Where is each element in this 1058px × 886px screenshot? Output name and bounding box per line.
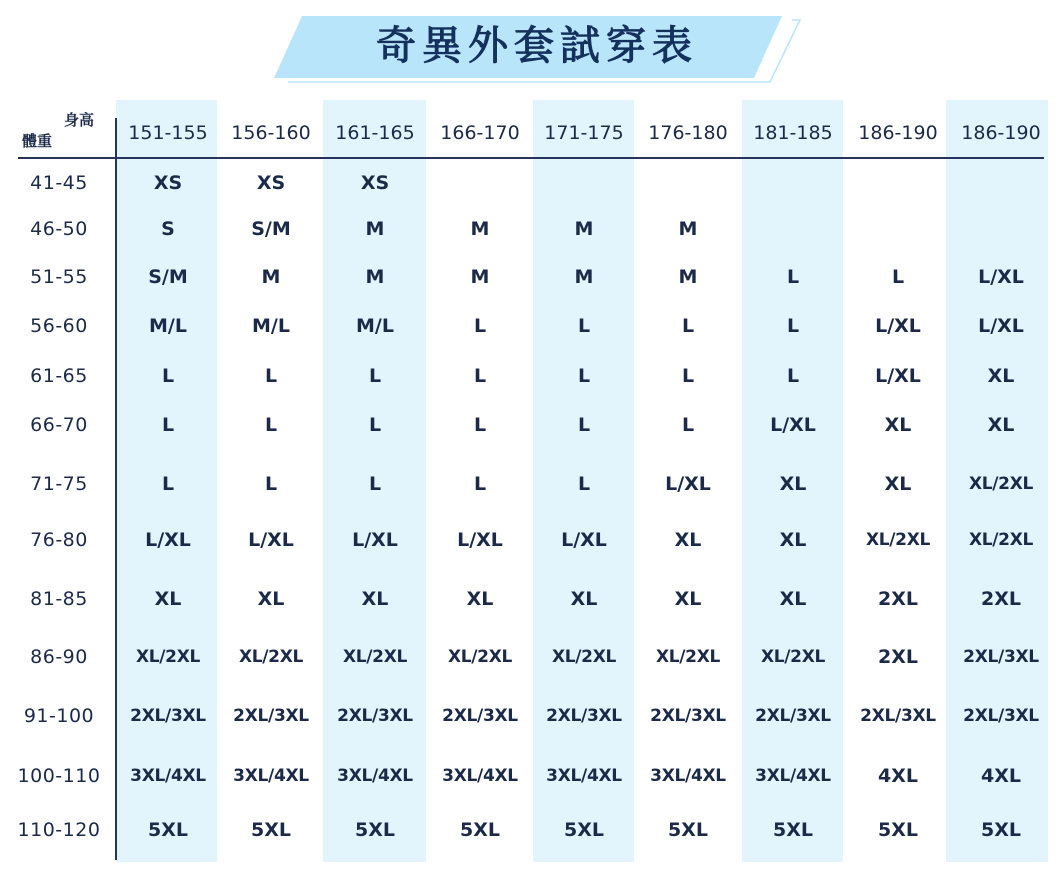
size-cell: M [470,218,490,240]
weight-axis-label: 體重 [22,132,53,150]
size-cell: 2XL/3XL [546,706,622,726]
size-cell: XL [674,529,702,551]
size-cell: L [264,414,278,436]
size-cell: XL [361,588,389,610]
size-cell: XL [154,588,182,610]
size-cell: 5XL [251,819,291,841]
size-cell: L [891,266,905,288]
size-cell: 5XL [148,819,188,841]
size-cell: L [577,473,591,495]
size-cell: 2XL [878,588,918,610]
size-cell: 3XL/4XL [755,766,831,786]
height-header-cell: 171-175 [544,122,624,144]
size-cell: 3XL/4XL [650,766,726,786]
size-cell: M [678,266,698,288]
size-cell: L [264,473,278,495]
size-cell: XL/2XL [865,530,931,550]
size-cell: 2XL/3XL [963,706,1039,726]
size-cell: 5XL [460,819,500,841]
size-cell: 3XL/4XL [337,766,413,786]
size-cell: L [161,414,175,436]
size-cell: XL/2XL [968,474,1034,494]
size-cell: 2XL/3XL [337,706,413,726]
size-cell: 5XL [981,819,1021,841]
size-cell: L [161,365,175,387]
size-cell: M [574,266,594,288]
size-cell: L [681,414,695,436]
size-cell: M [365,266,385,288]
weight-row-label: 71-75 [30,473,88,495]
size-cell: L/XL [770,414,816,436]
size-cell: L [577,315,591,337]
weight-row-label: 91-100 [23,705,95,727]
size-cell: L/XL [248,529,294,551]
size-cell: 3XL/4XL [233,766,309,786]
size-cell: XL [884,473,912,495]
size-cell: 2XL/3XL [442,706,518,726]
size-cell: L [786,315,800,337]
weight-row-label: 56-60 [30,315,88,337]
size-cell: 3XL/4XL [546,766,622,786]
size-cell: L/XL [978,266,1024,288]
weight-row-label: 66-70 [30,414,88,436]
size-cell: 5XL [668,819,708,841]
size-cell: L [368,365,382,387]
size-cell: S/M [251,218,291,240]
size-cell: XL [779,588,807,610]
size-cell: L/XL [875,315,921,337]
size-cell: XL [674,588,702,610]
size-cell: XL/2XL [968,530,1034,550]
size-cell: XL/2XL [447,647,513,667]
size-cell: L [473,473,487,495]
size-cell: XL/2XL [238,647,304,667]
size-cell: XL [257,588,285,610]
size-cell: XS [153,172,183,194]
size-cell: XL [466,588,494,610]
size-cell: S [161,218,175,240]
size-cell: L/XL [875,365,921,387]
size-cell: 2XL/3XL [755,706,831,726]
height-axis-label: 身高 [64,111,95,129]
weight-row-label: 76-80 [30,529,88,551]
weight-row-label: 86-90 [30,646,88,668]
size-cell: L/XL [457,529,503,551]
size-cell: L [473,414,487,436]
weight-row-label: 51-55 [30,266,88,288]
size-cell: XL [779,473,807,495]
weight-row-label: 61-65 [30,365,88,387]
weight-row-label: 100-110 [17,765,101,787]
size-cell: M [365,218,385,240]
size-cell: M/L [149,315,187,337]
height-header-cell: 156-160 [231,122,311,144]
size-cell: M [574,218,594,240]
height-header-cell: 166-170 [440,122,520,144]
size-cell: XS [360,172,390,194]
size-cell: L [681,365,695,387]
size-cell: 2XL/3XL [233,706,309,726]
size-cell: XL [987,414,1015,436]
size-cell: 5XL [564,819,604,841]
size-cell: 4XL [878,765,918,787]
size-cell: L [473,315,487,337]
height-header-cell: 186-190 [961,122,1041,144]
size-cell: L/XL [561,529,607,551]
size-cell: L/XL [665,473,711,495]
height-header-cell: 151-155 [128,122,208,144]
weight-row-label: 46-50 [30,218,88,240]
size-cell: 2XL/3XL [650,706,726,726]
size-cell: 2XL [981,588,1021,610]
height-header-cell: 176-180 [648,122,728,144]
weight-row-label: 41-45 [30,172,88,194]
height-header-cell: 161-165 [335,122,415,144]
size-cell: 2XL/3XL [130,706,206,726]
size-cell: L [681,315,695,337]
weight-row-label: 81-85 [30,588,88,610]
size-cell: L/XL [978,315,1024,337]
size-cell: XL/2XL [342,647,408,667]
size-cell: L [368,473,382,495]
size-cell: XL [570,588,598,610]
size-cell: XL/2XL [135,647,201,667]
title-banner [272,14,802,84]
size-cell: XL/2XL [551,647,617,667]
size-cell: XL/2XL [760,647,826,667]
size-cell: 5XL [773,819,813,841]
size-cell: 3XL/4XL [442,766,518,786]
size-cell: M [470,266,490,288]
size-cell: XS [256,172,286,194]
page-title: 奇異外套試穿表 [376,23,698,69]
size-cell: M/L [252,315,290,337]
size-cell: M/L [356,315,394,337]
size-cell: 2XL [878,646,918,668]
horizontal-axis-line [18,157,1044,159]
size-cell: L [473,365,487,387]
height-header-cell: 181-185 [753,122,833,144]
size-cell: M [678,218,698,240]
size-cell: 5XL [355,819,395,841]
size-cell: XL/2XL [655,647,721,667]
size-cell: M [261,266,281,288]
size-cell: 2XL/3XL [860,706,936,726]
size-cell: XL [779,529,807,551]
size-cell: XL [987,365,1015,387]
size-cell: 5XL [878,819,918,841]
size-cell: 2XL/3XL [963,647,1039,667]
size-cell: 4XL [981,765,1021,787]
size-cell: L [786,365,800,387]
size-cell: L [264,365,278,387]
height-header-cell: 186-190 [858,122,938,144]
size-cell: L [368,414,382,436]
size-cell: L [786,266,800,288]
size-cell: L [161,473,175,495]
size-cell: L [577,365,591,387]
size-cell: L/XL [145,529,191,551]
weight-row-label: 110-120 [17,819,101,841]
size-cell: 3XL/4XL [130,766,206,786]
size-cell: S/M [148,266,188,288]
size-cell: L [577,414,591,436]
size-cell: XL [884,414,912,436]
size-cell: L/XL [352,529,398,551]
